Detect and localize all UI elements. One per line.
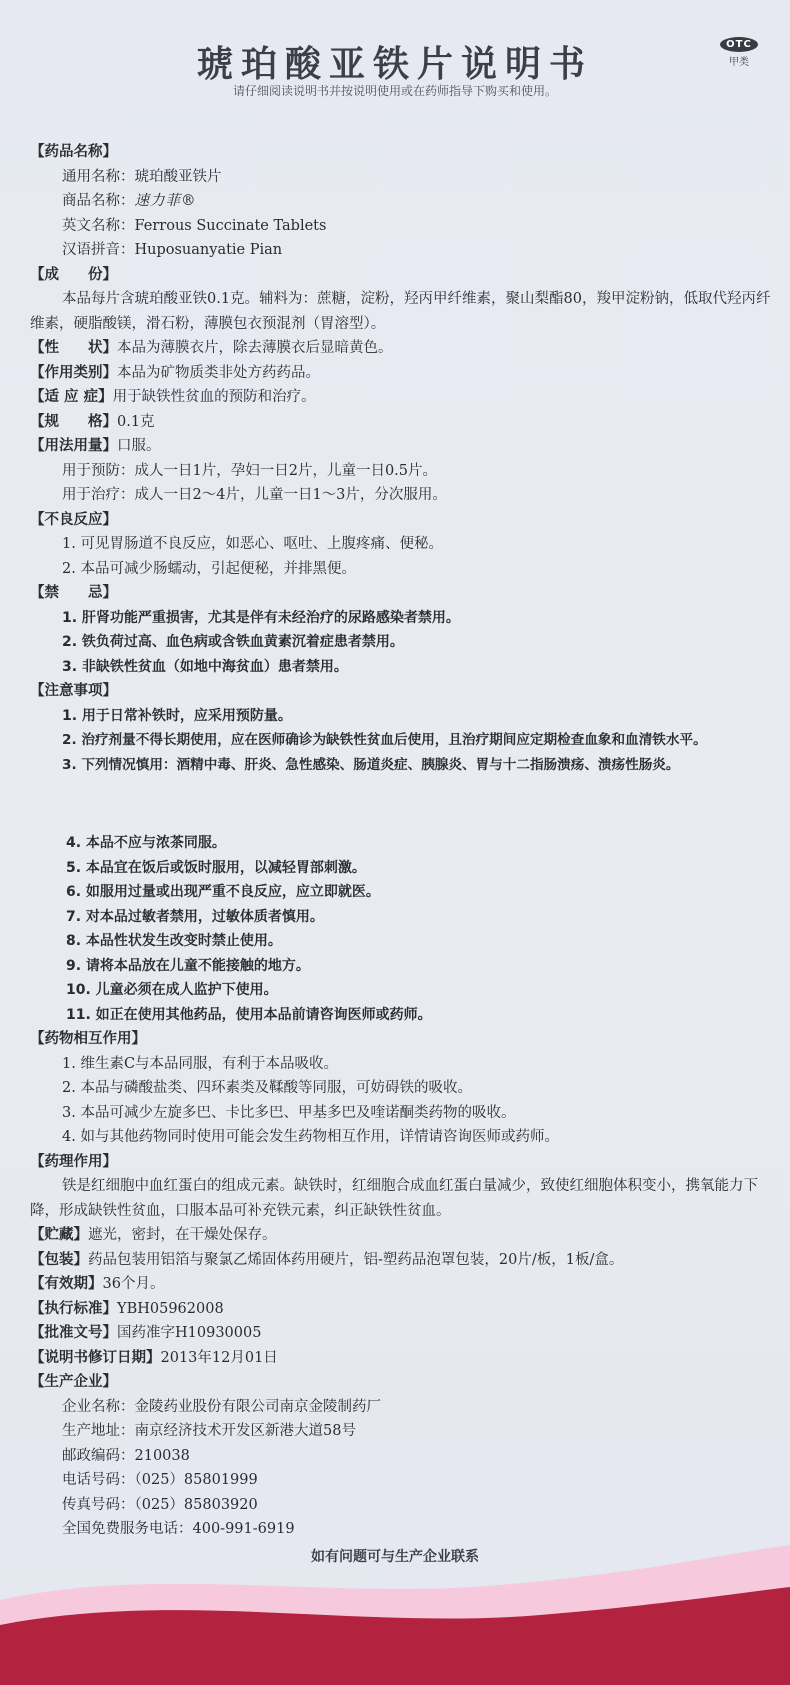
- spacer: [30, 777, 776, 831]
- section-label-standard: 【执行标准】: [30, 1300, 117, 1317]
- section-label-pharmacology: 【药理作用】: [30, 1153, 117, 1170]
- otc-badge: [716, 32, 762, 68]
- note-item: 9. 请将本品放在儿童不能接触的地方。: [66, 957, 310, 974]
- document-title: 琥珀酸亚铁片说明书: [196, 44, 593, 85]
- pinyin-name: 汉语拼音：Huposuanyatie Pian: [62, 242, 283, 258]
- composition-text: 本品每片含琥珀酸亚铁0.1克。辅料为：蔗糖，淀粉，羟丙甲纤维素，聚山梨酯80，羧甲淀粉钠，低取代羟丙纤维素，硬脂酸镁，滑石粉，薄膜包衣预混剂（胃溶型）。: [30, 291, 771, 332]
- note-item: 4. 本品不应与浓茶同服。: [66, 835, 226, 851]
- section-label-indication: 【适 应 症】: [30, 389, 113, 405]
- trade-name: [30, 189, 776, 214]
- manufacturer-line: 传真号码：（025）85803920: [62, 1496, 258, 1513]
- section-label-category: 【作用类别】: [30, 364, 117, 381]
- category-text: 本品为矿物质类非处方药药品。: [117, 364, 320, 381]
- note-item: 5. 本品宜在饭后或饭时服用，以减轻胃部刺激。: [66, 859, 366, 876]
- dosage-treat: 用于治疗：成人一日2～4片，儿童一日1～3片，分次服用。: [62, 487, 447, 503]
- interaction-item: 3. 本品可减少左旋多巴、卡比多巴、甲基多巴及喹诺酮类药物的吸收。: [62, 1104, 516, 1121]
- dosage-prevent: 用于预防：成人一日1片，孕妇一日2片，儿童一日0.5片。: [62, 462, 438, 479]
- note-item: 7. 对本品过敏者禁用，过敏体质者慎用。: [66, 908, 324, 925]
- trade-name-label: 商品名称：: [62, 193, 135, 209]
- section-label-composition: 【成 份】: [30, 266, 117, 283]
- english-name: 英文名称：Ferrous Succinate Tablets: [62, 217, 327, 234]
- manufacturer-line: 邮政编码：210038: [62, 1447, 190, 1464]
- section-label-notes: 【注意事项】: [30, 683, 117, 699]
- validity-text: 36个月。: [102, 1276, 165, 1292]
- manufacturer-line: 电话号码：（025）85801999: [62, 1472, 258, 1488]
- indication-text: 用于缺铁性贫血的预防和治疗。: [112, 389, 316, 405]
- otc-class-label: 甲类: [729, 57, 749, 68]
- section-label-adverse: 【不良反应】: [30, 511, 117, 528]
- otc-oval-icon: OTC: [720, 37, 758, 52]
- manufacturer-line: 生产地址：南京经济技术开发区新港大道58号: [62, 1423, 356, 1439]
- character-text: 本品为薄膜衣片，除去薄膜衣后显暗黄色。: [117, 340, 393, 356]
- contra-item: 3. 非缺铁性贫血（如地中海贫血）患者禁用。: [62, 658, 348, 675]
- brand-logo-icon: 速力菲®: [134, 193, 197, 209]
- package-text: 药品包装用铝箔与聚氯乙烯固体药用硬片，铝-塑药品泡罩包装，20片/板，1板/盒。: [88, 1251, 624, 1268]
- manufacturer-line: 全国免费服务电话：400-991-6919: [62, 1521, 295, 1537]
- note-item: 2. 治疗剂量不得长期使用，应在医师确诊为缺铁性贫血后使用，且治疗期间应定期检查血象和血清铁水平。: [62, 732, 707, 748]
- section-label-contraindications: 【禁 忌】: [30, 585, 117, 601]
- document-subtitle: 请仔细阅读说明书并按说明使用或在药师指导下购买和使用。: [232, 84, 557, 98]
- note-item: 8. 本品性状发生改变时禁止使用。: [66, 933, 282, 949]
- revision-text: 2013年12月01日: [160, 1349, 278, 1366]
- contact-note: 如有问题可与生产企业联系: [311, 1549, 479, 1565]
- section-label-dosage: 【用法用量】: [30, 438, 117, 454]
- generic-name: 通用名称：琥珀酸亚铁片: [62, 168, 222, 185]
- section-label-approval: 【批准文号】: [30, 1325, 117, 1341]
- section-label-interactions: 【药物相互作用】: [30, 1031, 146, 1047]
- section-label-manufacturer: 【生产企业】: [30, 1374, 117, 1390]
- adverse-item: 2. 本品可减少肠蠕动，引起便秘，并排黑便。: [62, 560, 356, 577]
- section-label-storage: 【贮藏】: [30, 1227, 88, 1243]
- note-item: 10. 儿童必须在成人监护下使用。: [66, 982, 278, 998]
- leaflet-body: [30, 140, 776, 1542]
- interaction-item: 4. 如与其他药物同时使用可能会发生药物相互作用，详情请咨询医师或药师。: [62, 1129, 559, 1145]
- standard-text: YBH05962008: [117, 1300, 224, 1317]
- note-item: 11. 如正在使用其他药品，使用本品前请咨询医师或药师。: [66, 1006, 432, 1023]
- section-label-spec: 【规 格】: [30, 413, 117, 430]
- manufacturer-line: 企业名称：金陵药业股份有限公司南京金陵制药厂: [62, 1398, 381, 1415]
- storage-text: 遮光，密封，在干燥处保存。: [88, 1227, 277, 1243]
- approval-text: 国药准字H10930005: [117, 1325, 262, 1341]
- interaction-item: 2. 本品与磷酸盐类、四环素类及鞣酸等同服，可妨碍铁的吸收。: [62, 1080, 472, 1096]
- pharmacology-text: 铁是红细胞中血红蛋白的组成元素。缺铁时，红细胞合成血红蛋白量减少，致使红细胞体积变小，携氧能力下降，形成缺铁性贫血，口服本品可补充铁元素，纠正缺铁性贫血。: [30, 1178, 758, 1219]
- section-label-revision: 【说明书修订日期】: [30, 1349, 161, 1366]
- adverse-item: 1. 可见胃肠道不良反应，如恶心、呕吐、上腹疼痛、便秘。: [62, 536, 443, 552]
- section-label-validity: 【有效期】: [30, 1276, 103, 1292]
- dosage-text: 口服。: [117, 438, 161, 454]
- header: [0, 0, 790, 120]
- section-label-character: 【性 状】: [30, 340, 117, 356]
- contra-item: 1. 肝肾功能严重损害，尤其是伴有未经治疗的尿路感染者禁用。: [62, 609, 460, 626]
- note-item: 1. 用于日常补铁时，应采用预防量。: [62, 707, 292, 724]
- note-item: 6. 如服用过量或出现严重不良反应，应立即就医。: [66, 884, 380, 900]
- contra-item: 2. 铁负荷过高、血色病或含铁血黄素沉着症患者禁用。: [62, 634, 404, 650]
- section-label-drug-name: 【药品名称】: [30, 144, 117, 160]
- note-item: 3. 下列情况慎用：酒精中毒、肝炎、急性感染、肠道炎症、胰腺炎、胃与十二指肠溃疡、溃疡性肠炎。: [62, 756, 680, 773]
- interaction-item: 1. 维生素C与本品同服，有利于本品吸收。: [62, 1055, 339, 1072]
- spec-text: 0.1克: [117, 413, 155, 430]
- section-label-package: 【包装】: [30, 1251, 88, 1268]
- footer-wave-decoration: [0, 1545, 790, 1685]
